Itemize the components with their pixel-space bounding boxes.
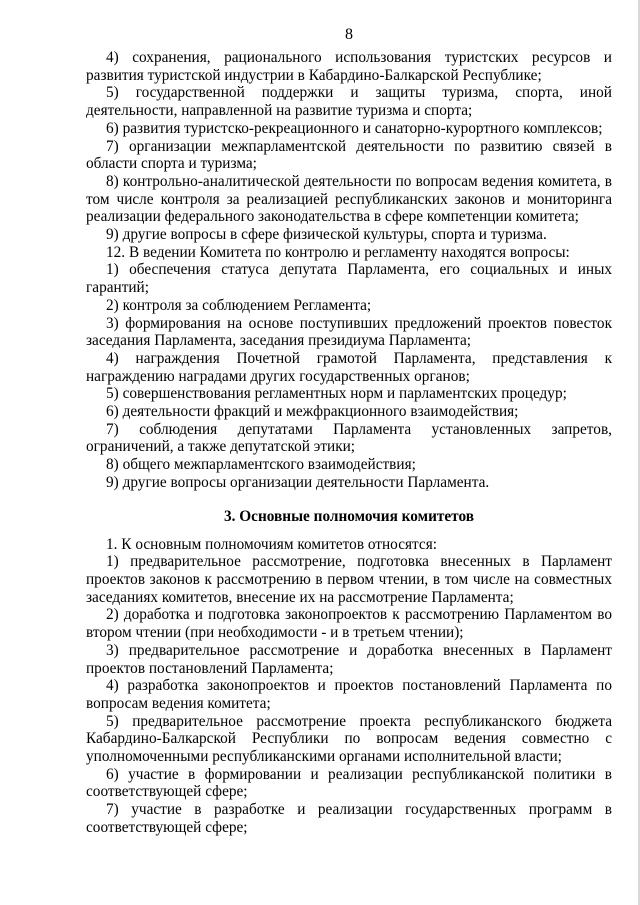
paragraph: 5) предварительное рассмотрение проекта республиканского бюджета Кабардино-Балкарской Республики по вопросам ведения совместно с уполномоченными республиканскими органами исполнительной власти; (86, 712, 612, 766)
paragraph: 4) разработка законопроектов и проектов постановлений Парламента по вопросам ведения комитета; (86, 677, 612, 712)
paragraph: 3) формирования на основе поступивших предложений проектов повесток заседания Парламента, заседания президиума Парламента; (86, 314, 612, 350)
paragraph: 2) доработка и подготовка законопроектов к рассмотрению Парламентом во втором чтении (при необходимости - и в третьем чтении); (86, 606, 612, 642)
paragraph: 6) участие в формировании и реализации республиканской политики в соответствующей сфере; (86, 765, 612, 801)
paragraph: 6) деятельности фракций и межфракционного взаимодействия; (106, 403, 519, 421)
spacer (86, 492, 612, 508)
paragraph: 5) государственной поддержки и защиты туризма, спорта, иной деятельности, направленной на развитие туризма и спорта; (86, 84, 612, 120)
spacer (86, 526, 612, 536)
paragraph: 8) контрольно-аналитической деятельности по вопросам ведения комитета, в том числе контроля за реализацией республиканских законов и мониторинга реализации федерального законодательства в сфере компетенции комитета; (86, 172, 612, 226)
paragraph: 7) организации межпарламентской деятельности по развитию связей в области спорта и туризма; (86, 137, 612, 173)
paragraph: 4) сохранения, рационального использования туристских ресурсов и развития туристской индустрии в Кабардино-Балкарской Республике; (86, 49, 612, 84)
committee-duties-section (86, 49, 612, 492)
paragraph: 2) контроля за соблюдением Регламента; (106, 296, 372, 314)
paragraph: 9) другие вопросы в сфере физической культуры, спорта и туризма. (106, 226, 547, 244)
paragraph: 3) предварительное рассмотрение и доработка внесенных в Парламент проектов постановлений Парламента; (86, 641, 612, 677)
paragraph: 1. К основным полномочиям комитетов относятся: (106, 535, 437, 553)
paragraph: 7) соблюдения депутатами Парламента установленных запретов, ограничений, а также депутатской этики; (86, 420, 612, 456)
paragraph: 12. В ведении Комитета по контролю и регламенту находятся вопросы: (106, 243, 570, 261)
paragraph: 4) награждения Почетной грамотой Парламента, представления к награждению наградами других государственных органов; (86, 349, 612, 385)
paragraph: 7) участие в разработке и реализации государственных программ в соответствующей сфере; (86, 801, 612, 836)
paragraph: 5) совершенствования регламентных норм и парламентских процедур; (106, 385, 567, 403)
section-heading: 3. Основные полномочия комитетов (223, 507, 475, 525)
page-number: 8 (345, 26, 353, 43)
paragraph: 1) обеспечения статуса депутата Парламента, его социальных и иных гарантий; (86, 261, 612, 297)
paragraph: 6) развития туристско-рекреационного и санаторно-курортного комплексов; (106, 119, 603, 137)
committee-powers-section (86, 536, 612, 837)
paragraph: 1) предварительное рассмотрение, подготовка внесенных в Парламент проектов законов к рассмотрению в первом чтении, в том числе на совместных заседаниях комитетов, внесение их на рассмотрение Парламента; (86, 553, 612, 606)
paragraph: 8) общего межпарламентского взаимодействия; (106, 456, 416, 474)
paragraph: 9) другие вопросы организации деятельности Парламента. (106, 473, 490, 491)
